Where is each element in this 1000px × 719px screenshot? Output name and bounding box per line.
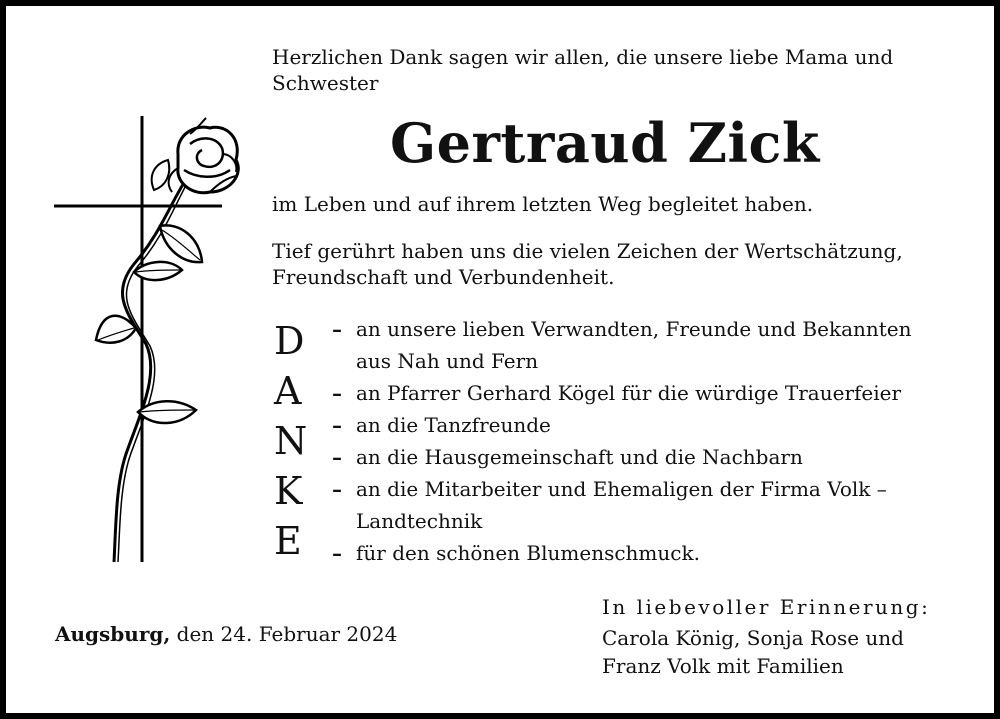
danke-letter: A	[274, 369, 302, 413]
list-item-text: an Pfarrer Gerhard Kögel für die würdige Trauerfeier	[356, 381, 902, 405]
list-item-text: an die Mitarbeiter und Ehemaligen der Firma Volk –	[356, 477, 887, 501]
city: Augsburg,	[55, 622, 171, 646]
danke-letter: N	[274, 419, 308, 463]
danke-letter: K	[274, 469, 303, 513]
danke-letter: D	[274, 319, 305, 363]
accompanied-text: im Leben und auf ihrem letzten Weg begleitet haben.	[272, 192, 814, 216]
signature-line: Carola König, Sonja Rose und	[602, 626, 904, 650]
list-item	[332, 537, 912, 569]
appreciation-line: Freundschaft und Verbundenheit.	[272, 265, 615, 289]
list-item	[332, 377, 912, 409]
list-item	[332, 441, 912, 473]
list-item-text: Landtechnik	[356, 509, 483, 533]
list-item	[332, 409, 912, 441]
appreciation-line: Tief gerührt haben uns die vielen Zeichen der Wertschätzung,	[272, 239, 903, 263]
list-item-text: an die Tanzfreunde	[356, 413, 551, 437]
thanks-list	[332, 313, 912, 569]
signature-names	[602, 624, 904, 680]
list-item-text: an die Hausgemeinschaft und die Nachbarn	[356, 445, 803, 469]
signature-line: Franz Volk mit Familien	[602, 654, 844, 678]
dash: –	[332, 541, 342, 565]
signature-heading: In liebevoller Erinnerung:	[602, 595, 931, 619]
list-item-text: aus Nah und Fern	[356, 349, 539, 373]
dash: –	[332, 381, 342, 405]
list-item	[332, 313, 912, 377]
intro-text	[272, 44, 893, 96]
deceased-name: Gertraud Zick	[390, 111, 820, 175]
list-item	[332, 473, 912, 537]
cross-rose-icon	[50, 114, 250, 566]
list-item-text: für den schönen Blumenschmuck.	[356, 541, 700, 565]
dash: –	[332, 413, 342, 437]
list-item-text: an unsere lieben Verwandten, Freunde und Bekannten	[356, 317, 912, 341]
appreciation-text	[272, 238, 903, 290]
intro-line: Herzlichen Dank sagen wir allen, die unsere liebe Mama und	[272, 45, 894, 69]
place-date	[55, 621, 397, 647]
date: den 24. Februar 2024	[170, 622, 398, 646]
dash: –	[332, 445, 342, 469]
dash: –	[332, 477, 342, 501]
danke-letter: E	[274, 519, 302, 563]
intro-line: Schwester	[272, 71, 379, 95]
danke-letters	[274, 316, 324, 566]
dash: –	[332, 317, 342, 341]
